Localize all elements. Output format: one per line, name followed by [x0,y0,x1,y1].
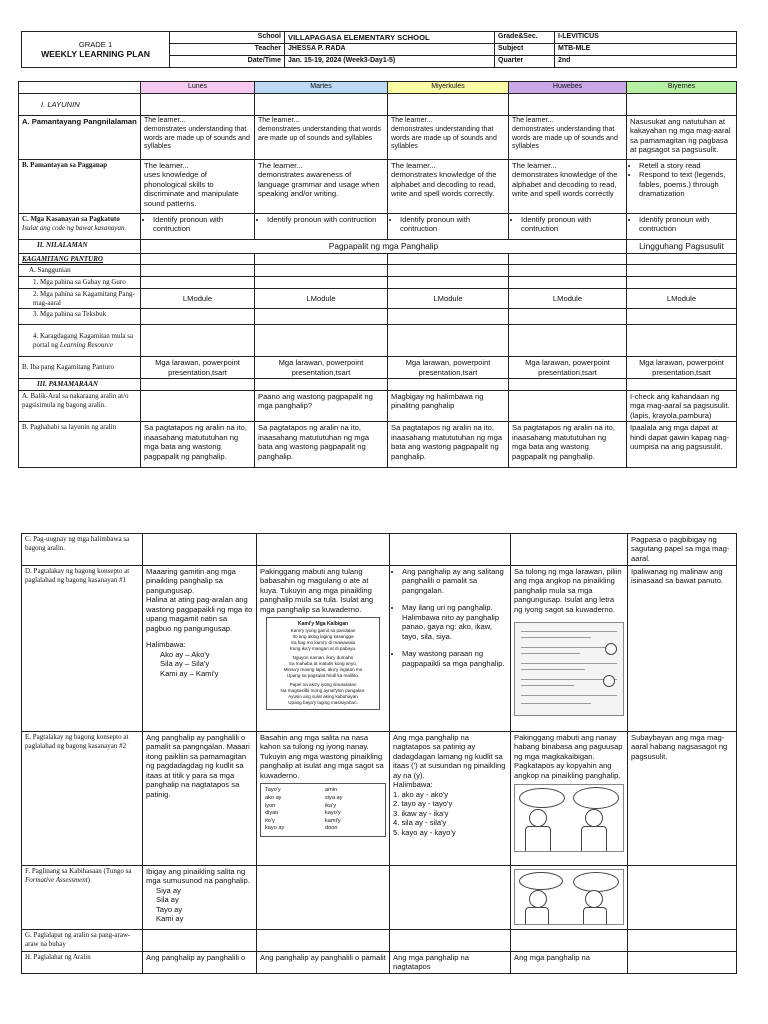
pamamaraan-heading: III. PAMAMARAAN [19,379,141,391]
e-miyerkules-item: 1. ako ay - ako'y [393,789,449,799]
label-balik-aral: A. Balik-Aral sa nakaraang aralin at/o pagsisimula ng bagong aralin. [19,391,141,422]
iba-biyernes: Mga larawan, powerpoint presentation,tsart [627,357,737,379]
d-lunes-halimbawa: Halimbawa: [146,640,186,650]
label-teksbuk: 3. Mga pahina sa Teksbuk [19,309,141,325]
poem-line: Upang baya'y laging masisiyahan. [288,699,358,705]
label-pagtalakay-2: E. Pagtalakay ng bagong konsepto at paglalahad ng bagong kasanayan #2 [22,732,143,866]
label-iba-pang-kagamitan: B. Iba pang Kagamitang Panturo [19,357,141,379]
learner-text: The learner... [512,117,554,124]
h-huwebes: Ang mga panghalip na [511,952,628,974]
e-biyernes-text: Subaybayan ang mga mag-aaral habang nagsasagot ng pagsusulit. [628,732,737,866]
grade-label: GRADE 1 [78,39,113,49]
e-miyerkules-item: 5. kayo ay - kayo'y [393,827,456,837]
nilalaman-biyernes: Lingguhang Pagsusulit [627,240,737,254]
iba-martes: Mga larawan, powerpoint presentation,tsart [255,357,388,379]
label-learning-resource: Learning Resource [59,340,114,349]
label-pamantayan-sa-pagganap: B. Pamantayan sa Pagganap [19,160,141,214]
word: doon [325,825,338,832]
pag-uugnay-biyernes: Pagpasa o pagbibigay ng sagutang papel sa mga mag-aaral. [628,534,737,566]
kasanayan-miyerkules: • Identify pronoun with contruction [400,215,505,234]
d-martes-text: Pakinggang mabuti ang tulang babasahin ng magulang o ate at kuya. Tukuyin ang mga pinaikling panghalip mula sa tula. Isulat ang mga panghalip sa kuwaderno. [260,567,374,614]
word: amin [325,787,338,794]
day-huwebes: Huwebes [509,82,627,94]
learner-text: The learner... [258,161,303,170]
paghahabi-biyernes: Ipaalala ang mga dapat at hindi dapat gawin kapag nag-uumpisa na ang pagsusulit. [627,422,737,468]
poem-line: Minsa'y maong lapis, ako'y ingatan mo [283,666,363,672]
pagganap-biyernes-item: • Respond to text (legends, fables, poems.) through dramatization [639,170,733,198]
f-lunes-item: Sila ay [156,895,179,905]
iba-huwebes: Mga larawan, powerpoint presentation,tsart [509,357,627,379]
learner-text: The learner... [144,161,189,170]
dialogue-image-2 [514,869,624,925]
corner-cell [19,82,141,94]
poem-line: Sa mahaba at matulis kong anyo, [288,660,358,666]
poem-line: Kung ika'y mangari at di pabaya. [289,645,357,651]
d-biyernes-text: Ipaliwanag ng malinaw ang isinasaad sa bawat panuto. [628,566,737,732]
kasanayan-lunes: • Identify pronoun with contruction [153,215,251,234]
e-miyerkules-text: Ang mga panghalip na nagtatapos sa patinig ay dadagdagan lamang ng kudlit sa itaas (') at susundan ng pinaikling ay na (y). [393,733,506,780]
kasanayan-huwebes: • Identify pronoun with contruction [521,215,623,234]
pamantayan-biyernes: Nasusukat ang natutuhan at kakayahan ng mga mag-aaral sa pamamagitan ng pagbasa at pagsagot sa pagsusulit. [627,116,737,160]
label-paglinang-end: ) [87,875,91,884]
plan-title: WEEKLY LEARNING PLAN [41,49,150,60]
poem-line: Ayusin ang sulat aking kabuhayan [288,693,358,699]
word: diyan [265,810,279,817]
poem-line: Upang sa pagsulat hindi ka malilito. [286,672,360,678]
word: ako ay [265,794,282,801]
d-miyerkules-item: • May ilang uri ng panghalip. Halimbawa nito ay panghalip panao, gaya ng: ako, ikaw, tayo, sila, siya. [402,603,507,641]
dialogue-image [514,784,624,852]
lmodule-miyerkules: LModule [388,288,509,309]
pamantayan-lunes: demonstrates understanding that words are made up of sounds and syllables [144,125,250,151]
paghahabi-miyerkules: Sa pagtatapos ng aralin na ito, inaasahang matututuhan ng mga bata ang wastong pagpapalit ng panghalip. [388,422,509,468]
d-miyerkules-item: • Ang panghalip ay ang salitang panghalili o pamalit sa pangngalan. [402,567,507,595]
word: kami'y [325,817,341,824]
day-biyernes: Biyernes [627,82,737,94]
balik-aral-martes: Paano ang wastong pagpapalit ng mga panghalip? [255,391,388,422]
d-lunes-example: Ako ay – Ako'y [160,649,210,659]
quarter-value: 2nd [555,56,737,68]
paghahabi-martes: Sa pagtatapos ng aralin na ito, inaasahang matututuhan ng mga bata ang wastong pagpapalit ng panghalip. [255,422,388,468]
d-huwebes-text: Sa tulong ng mga larawan, piliin ang mga angkop na pinaikling panghalip mula sa mga pangungusap. Isulat ang letra ng iyong sagot sa kuwaderno. [514,567,622,614]
subject-value: MTB-MLE [555,44,737,56]
word: siya ay [325,794,343,801]
poem-title: Kami'y Mga Kaibigan [297,621,349,628]
plan-table-page1 [18,81,737,468]
header-table [21,31,737,68]
pagganap-huwebes: demonstrates knowledge of the alphabet and decoding to read, write and spell words correctly [512,170,618,199]
plan-table-page2 [21,533,737,974]
day-martes: Martes [255,82,388,94]
pagganap-biyernes-list [630,161,733,199]
day-miyerkules: Miyerkules [388,82,509,94]
d-miyerkules-item: • May wastong paraan ng pagpapaikli sa mga panghalip. [402,649,507,668]
f-lunes-item: Siya ay [156,885,181,895]
d-lunes-intro: Maaaring gamitin ang mga pinaikling panghalip sa pangungusap. [146,567,236,595]
poem-box [266,617,380,709]
kagamitan-heading: KAGAMITANG PANTURO [19,253,141,265]
pamantayan-huwebes: demonstrates understanding that words are made up of sounds and syllables [512,125,618,151]
label-paglinang: F. Paglinang sa Kabihasaan (Tungo sa [25,867,132,875]
layunin-heading: I. LAYUNIN [19,94,141,116]
d-lunes-body: Halina at ating pag-aralan ang wastong pagpapaikli ng mga ito upang magamit natin sa pagbuo ng pangungusap. [146,595,253,633]
pagganap-martes: demonstrates awareness of language grammar and usage when speaking and/or writing. [258,170,380,199]
nilalaman-topic: Pagpapalit ng mga Panghalip [141,240,627,254]
poem-line: Na magsasilbi mong aynat'ylon pangalan. [280,687,366,693]
school-label: School [170,32,285,44]
subject-label: Subject [495,44,555,56]
day-lunes: Lunes [141,82,255,94]
lmodule-martes: LModule [255,288,388,309]
balik-aral-biyernes: I-check ang kahandaan ng mga mag-aaral sa pagsusulit. (lapis, krayola,pambura) [627,391,737,422]
iba-lunes: Mga larawan, powerpoint presentation,tsart [141,357,255,379]
h-miyerkules: Ang mga panghalip na nagtatapos [390,952,511,974]
pamantayan-miyerkules: demonstrates understanding that words are made up of sounds and syllables [391,125,497,151]
e-miyerkules-item: 4. sila ay - sila'y [393,818,447,828]
nilalaman-heading: II. NILALAMAN [19,240,141,254]
label-sanggunian: A. Sanggunian [19,265,141,277]
learner-text: The learner... [391,117,433,124]
e-miyerkules-item: 2. tayo ay - tayo'y [393,799,453,809]
iba-miyerkules: Mga larawan, powerpoint presentation,tsart [388,357,509,379]
learner-text: The learner... [512,161,557,170]
h-lunes: Ang panghalip ay panghalili o [143,952,257,974]
d-lunes-example: Sila ay – Sila'y [160,659,210,669]
word: ika'y [325,802,337,809]
poem-line: Sa bag mo kami'y di mawawala [290,639,356,645]
lmodule-huwebes: LModule [509,288,627,309]
paghahabi-lunes: Sa pagtatapos ng aralin na ito, inaasahang matututuhan ng mga bata ang wastong pagpapalit ng panghalip. [141,422,255,468]
quarter-label: Quarter [495,56,555,68]
poem-line: Nguyon naman, ika'y dumaho [292,654,354,660]
kasanayan-biyernes: • Identify pronoun with contruction [639,215,733,234]
pagganap-biyernes-item: • Retell a story read [639,161,733,170]
kasanayan-martes: • Identify pronoun with contruction [267,215,384,224]
f-lunes-item: Tayo ay [156,904,183,914]
paghahabi-huwebes: Sa pagtatapos ng aralin na ito, inaasahang matututuhan ng mga bata ang wastong pagpapalit ng panghalip. [509,422,627,468]
lmodule-biyernes: LModule [627,288,737,309]
label-pagtalakay-1: D. Pagtalakay ng bagong konsepto at paglalahad ng bagong kasanayan #1 [22,566,143,732]
learner-text: The learner... [391,161,436,170]
label-pag-uugnay: C. Pag-uugnay ng mga halimbawa sa bagong aralin. [22,534,143,566]
label-paghahabi: B. Paghahabi sa layunin ng aralin [19,422,141,468]
header-title-cell [22,32,170,68]
d-lunes-example: Kami ay – Kami'y [160,668,219,678]
word: kayo'y [325,810,341,817]
h-martes: Ang panghalip ay panghalili o pamalit [257,952,390,974]
grade-sec-value: I-LEVITICUS [555,32,737,44]
poem-line: Kami'y iyong gamit sa pandalan [290,627,356,633]
e-huwebes-text: Pakinggang mabuti ang nanay habang binabasa ang paguusap ng mga magkakaibigan. Pagkatapos ay kopyahin ang angkop na pinaikling panghalip. [514,733,623,780]
learner-text: The learner... [258,117,300,124]
label-kagamitang-mag-aaral: 2. Mga pahina sa Kagamitang Pang-mag-aaral [19,288,141,309]
pagganap-lunes: uses knowledge of phonological skills to discriminate and manipulate sound patterns. [144,170,239,208]
poem-line: Papel na ako'y iyong sinusulatan [289,681,357,687]
word: Tayo'y [265,787,281,794]
d-miyerkules-list [393,567,507,668]
label-paglalapat: G. Paglalapat ng aralin sa pang-araw-araw na buhay [22,930,143,952]
datetime-value: Jan. 15-19, 2024 (Week3-Day1-5) [285,56,495,68]
f-lunes-item: Kami ay [156,914,184,924]
f-lunes-text: Ibigay ang pinaikling salita ng mga sumusunod na panghalip. [146,867,250,886]
label-paglalahat: H. Paglalahat ng Aralin [22,952,143,974]
e-martes-text: Basahin ang mga salita na nasa kahon sa tulong ng iyong nanay. Tukuyin ang mga wastong pinaikling panghalip at isulat ang mga sagot sa kuwaderno. [260,733,384,780]
label-kasanayan: C. Mga Kasanayan sa Pagkatuto [22,215,120,223]
balik-aral-miyerkules: Magbigay ng halimbawa ng pinalitng panghalip [388,391,509,422]
teacher-label: Teacher [170,44,285,56]
label-karagdagang-kagamitan [19,325,141,357]
label-kasanayan-sub: Isulat ang code ng bawat kasanayan. [22,223,127,232]
word-box [260,783,386,836]
pamantayan-martes: demonstrates understanding that words are made up of sounds and syllables [258,125,381,142]
label-karagdagang-kagamitan-text: 4. Karagdagang Kagamitan mula sa portal ng [33,332,134,349]
e-miyerkules-halimbawa: Halimbawa: [393,780,433,790]
label-gabay-guro: 1. Mga pahina sa Gabay ng Guro [19,277,141,289]
school-value: VILLAPAGASA ELEMENTARY SCHOOL [285,32,495,44]
label-formative-assessment: Formative Assessment [25,875,88,884]
e-miyerkules-item: 3. ikaw ay - ika'y [393,808,449,818]
datetime-label: Date/Time [170,56,285,68]
poem-line: Ito ang aking laging kasangga [292,633,354,639]
learner-text: The learner... [144,117,186,124]
pagganap-miyerkules: demonstrates knowledge of the alphabet and decoding to read, write and spell words correctly. [391,170,497,199]
word: iyon [265,802,276,809]
teacher-value: JHESSA P. RADA [285,44,495,56]
e-lunes-text: Ang panghalip ay panghalili o pamalit sa pangngalan. Maaari itong paikliin sa pamamagitan ng pagdadagdag ng kudlit sa itaas at titik y para sa mga panghalip na nagtatapos sa patinig. [143,732,257,866]
word: kayo ay [265,825,285,832]
word: ito'y [265,817,275,824]
lmodule-lunes: LModule [141,288,255,309]
label-pamantayang-pangnilalaman: A. Pamantayang Pangnilalaman [19,116,141,160]
worksheet-image [514,622,624,716]
word-table [263,787,383,832]
grade-sec-label: Grade&Sec. [495,32,555,44]
